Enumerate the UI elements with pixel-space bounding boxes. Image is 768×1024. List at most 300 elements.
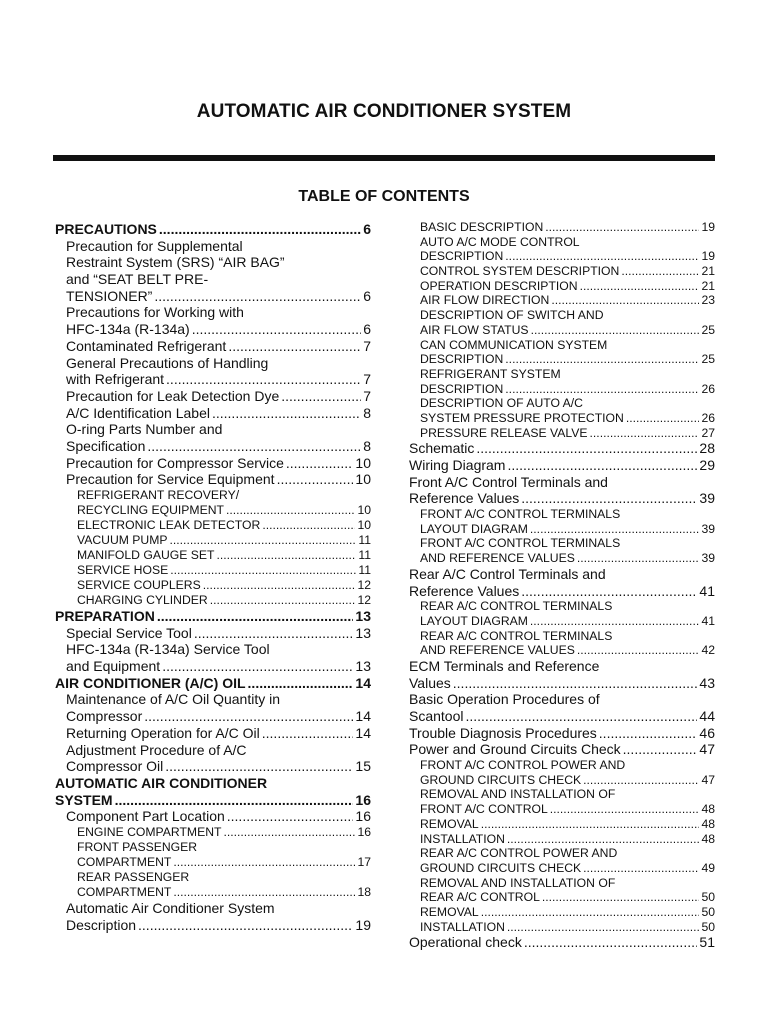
toc-entry-text: REAR A/C CONTROL TERMINALS (420, 599, 613, 614)
toc-entry-text: CHARGING CYLINDER (77, 593, 208, 607)
toc-entry-text: CONTROL SYSTEM DESCRIPTION (420, 264, 620, 279)
toc-page-number: 39 (701, 551, 715, 566)
toc-dot-leader (115, 792, 354, 809)
toc-entry (409, 308, 715, 323)
toc-entry-text: DESCRIPTION OF AUTO A/C (420, 396, 583, 411)
toc-page-number: 51 (699, 934, 715, 951)
toc-entry-text: Precaution for Leak Detection Dye (66, 387, 280, 404)
toc-dot-leader (476, 440, 697, 457)
toc-page-number: 48 (701, 816, 715, 831)
toc-page-number: 13 (355, 624, 371, 641)
toc-entry[interactable] (55, 405, 371, 422)
toc-entry-text: BASIC DESCRIPTION (420, 220, 544, 234)
toc-page-number: 23 (701, 293, 715, 308)
toc-page-number: 10 (355, 454, 371, 471)
toc-entry[interactable] (55, 288, 371, 305)
toc-dot-leader (223, 825, 355, 840)
toc-page-number: 47 (699, 741, 715, 758)
toc-entry[interactable] (409, 890, 715, 905)
toc-dot-leader (577, 551, 700, 566)
toc-entry[interactable] (55, 221, 371, 238)
toc-entry-text: REFRIGERANT SYSTEM (420, 366, 561, 381)
toc-dot-leader (531, 323, 700, 338)
toc-entry (409, 787, 715, 802)
toc-entry[interactable] (409, 832, 715, 847)
toc-entry (55, 641, 371, 658)
toc-entry-text: with Refrigerant (66, 371, 165, 388)
toc-page-number: 21 (701, 264, 715, 279)
toc-entry[interactable] (55, 471, 371, 488)
document-title: AUTOMATIC AIR CONDITIONER SYSTEM (196, 101, 572, 122)
toc-entry[interactable] (55, 438, 371, 455)
toc-entry[interactable] (55, 608, 371, 625)
toc-entry[interactable] (409, 817, 715, 832)
toc-dot-leader (507, 920, 700, 935)
toc-entry-text: AIR CONDITIONER (A/C) OIL (55, 674, 246, 691)
toc-entry-text: AUTO A/C MODE CONTROL (420, 234, 580, 249)
toc-entry[interactable] (409, 741, 715, 758)
toc-entry[interactable] (55, 855, 371, 870)
toc-entry[interactable] (55, 792, 371, 809)
toc-dot-leader (530, 522, 700, 537)
toc-page-number: 11 (358, 548, 371, 562)
toc-entry[interactable] (409, 220, 715, 235)
toc-entry[interactable] (55, 563, 371, 578)
toc-page-number: 48 (701, 831, 715, 846)
toc-entry[interactable] (55, 533, 371, 548)
toc-page-number: 10 (355, 471, 371, 488)
toc-page-number: 11 (358, 533, 371, 547)
toc-dot-leader (545, 220, 699, 235)
toc-entry-text: FRONT PASSENGER (77, 839, 198, 854)
toc-entry-text: Automatic Air Conditioner System (66, 899, 275, 916)
toc-entry-text: REAR A/C CONTROL TERMINALS (420, 628, 613, 643)
toc-entry-text: PRECAUTIONS (55, 221, 157, 237)
toc-entry[interactable] (409, 249, 715, 264)
toc-entry (409, 396, 715, 411)
toc-page-number: 47 (701, 772, 715, 787)
toc-page-number: 16 (355, 791, 371, 808)
toc-entry[interactable] (409, 352, 715, 367)
toc-entry-text: HFC-134a (R-134a) Service Tool (66, 641, 270, 658)
toc-dot-leader (138, 917, 353, 934)
toc-entry[interactable] (409, 279, 715, 294)
toc-entry-text: Adjustment Procedure of A/C (66, 741, 247, 758)
toc-entry (409, 658, 715, 675)
toc-dot-leader (505, 249, 699, 264)
toc-page-number: 39 (701, 521, 715, 536)
toc-dot-leader (228, 338, 361, 355)
toc-entry (409, 599, 715, 614)
toc-entry[interactable] (409, 323, 715, 338)
toc-dot-leader (157, 608, 354, 625)
toc-entry-text: REAR A/C CONTROL (420, 890, 540, 905)
toc-entry-text: LAYOUT DIAGRAM (420, 521, 528, 536)
toc-entry[interactable] (409, 382, 715, 397)
toc-dot-leader (192, 321, 361, 338)
toc-dot-leader (583, 773, 699, 788)
toc-heading: TABLE OF CONTENTS (298, 188, 470, 205)
toc-dot-leader (262, 518, 355, 533)
toc-entry-text: AIR FLOW DIRECTION (420, 293, 550, 308)
toc-entry-text: Precaution for Service Equipment (66, 471, 275, 488)
toc-entry[interactable] (409, 426, 715, 441)
toc-dot-leader (507, 832, 700, 847)
toc-dot-leader (277, 471, 354, 488)
toc-entry-text: FRONT A/C CONTROL (420, 802, 548, 817)
toc-entry-text: Component Part Location (66, 808, 225, 825)
toc-dot-leader (210, 593, 356, 608)
toc-entry[interactable] (55, 675, 371, 692)
toc-entry-text: REMOVAL (420, 816, 479, 831)
toc-entry-text: Reference Values (409, 582, 520, 599)
toc-entry-text: RECYCLING EQUIPMENT (77, 503, 224, 517)
toc-entry (55, 271, 371, 288)
toc-page-number: 26 (701, 381, 715, 396)
toc-page-number: 21 (701, 278, 715, 293)
toc-page-number: 13 (355, 608, 371, 624)
toc-page-number: 27 (701, 425, 715, 440)
toc-page-number: 16 (357, 824, 371, 839)
toc-dot-leader (147, 438, 361, 455)
toc-dot-leader (166, 371, 361, 388)
toc-page-number: 14 (355, 724, 371, 741)
toc-entry[interactable] (409, 490, 715, 507)
toc-entry-text: Specification (66, 437, 146, 454)
toc-entry-text: INSTALLATION (420, 831, 505, 846)
toc-entry[interactable] (55, 455, 371, 472)
toc-entry-text: Restraint System (SRS) “AIR BAG” (66, 254, 285, 271)
toc-entry-text: SERVICE COUPLERS (77, 578, 201, 592)
toc-entry-text: Rear A/C Control Terminals and (409, 565, 606, 582)
toc-page-number: 14 (355, 674, 371, 691)
toc-entry-text: Precaution for Supplemental (66, 237, 243, 254)
toc-entry[interactable] (55, 625, 371, 642)
toc-entry (55, 742, 371, 759)
toc-dot-leader (465, 708, 697, 725)
toc-entry[interactable] (55, 503, 371, 518)
toc-entry (55, 488, 371, 503)
toc-page-number: 10 (357, 518, 371, 532)
toc-entry-text: Trouble Diagnosis Procedures (409, 724, 597, 741)
toc-page-number: 11 (358, 563, 371, 577)
toc-entry-text: FRONT A/C CONTROL TERMINALS (420, 507, 621, 522)
toc-dot-leader (550, 802, 700, 817)
toc-page-number: 6 (363, 287, 371, 304)
toc-entry-text: Precaution for Compressor Service (66, 454, 284, 471)
toc-entry (409, 338, 715, 353)
toc-entry-text: General Precautions of Handling (66, 354, 269, 371)
toc-dot-leader (286, 455, 354, 472)
toc-page-number: 41 (701, 613, 715, 628)
toc-entry[interactable] (55, 825, 371, 840)
toc-entry (409, 235, 715, 250)
toc-entry-text: Wiring Diagram (409, 457, 506, 473)
toc-dot-leader (542, 890, 700, 905)
toc-entry-text: DESCRIPTION (420, 352, 504, 367)
toc-entry-text: CAN COMMUNICATION SYSTEM (420, 337, 608, 352)
toc-page-number: 19 (355, 916, 371, 933)
toc-entry-text: GROUND CIRCUITS CHECK (420, 772, 582, 787)
toc-dot-leader (173, 885, 355, 900)
toc-entry-text: Special Service Tool (66, 624, 192, 641)
toc-dot-leader (154, 288, 361, 305)
toc-entry[interactable] (409, 920, 715, 935)
toc-dot-leader (626, 411, 700, 426)
toc-dot-leader (521, 583, 697, 600)
toc-dot-leader (248, 675, 354, 692)
toc-entry-text: and “SEAT BELT PRE- (66, 271, 209, 288)
toc-entry[interactable] (55, 917, 371, 934)
toc-dot-leader (212, 405, 361, 422)
toc-entry-text: VACUUM PUMP (77, 533, 168, 547)
toc-page-number: 14 (355, 708, 371, 725)
toc-dot-leader (599, 725, 698, 742)
toc-dot-leader (481, 905, 700, 920)
toc-page-number: 16 (355, 808, 371, 825)
toc-page-number: 25 (701, 352, 715, 367)
toc-entry[interactable] (409, 675, 715, 692)
toc-entry[interactable] (409, 725, 715, 742)
toc-entry[interactable] (55, 708, 371, 725)
toc-page-number: 6 (363, 321, 371, 338)
toc-entry-text: Power and Ground Circuits Check (409, 741, 621, 758)
toc-entry[interactable] (409, 934, 715, 951)
toc-dot-leader (577, 643, 700, 658)
toc-page-number: 8 (363, 437, 371, 454)
toc-entry (55, 421, 371, 438)
toc-page-number: 43 (699, 674, 715, 691)
toc-column-left (55, 221, 371, 933)
toc-page-number: 50 (701, 904, 715, 919)
toc-entry (55, 238, 371, 255)
toc-entry-text: OPERATION DESCRIPTION (420, 278, 578, 293)
toc-entry-text: A/C Identification Label (66, 404, 210, 421)
toc-page-number: 29 (699, 457, 715, 473)
toc-dot-leader (524, 934, 698, 951)
toc-dot-leader (144, 708, 353, 725)
toc-dot-leader (170, 533, 357, 548)
toc-page-number: 19 (701, 249, 715, 264)
toc-entry-text: SYSTEM PRESSURE PROTECTION (420, 410, 624, 425)
toc-entry[interactable] (55, 388, 371, 405)
toc-page-number: 19 (701, 220, 715, 234)
toc-entry[interactable] (55, 885, 371, 900)
toc-entry-text: GROUND CIRCUITS CHECK (420, 860, 582, 875)
toc-entry (409, 876, 715, 891)
toc-entry[interactable] (55, 725, 371, 742)
toc-entry[interactable] (409, 551, 715, 566)
toc-dot-leader (507, 457, 697, 474)
toc-page-number: 28 (699, 440, 715, 457)
toc-entry (409, 507, 715, 522)
toc-entry[interactable] (55, 758, 371, 775)
toc-entry (55, 355, 371, 372)
toc-entry-text: O-ring Parts Number and (66, 421, 223, 438)
toc-entry (55, 691, 371, 708)
toc-entry-text: REAR A/C CONTROL POWER AND (420, 846, 618, 861)
toc-entry[interactable] (55, 338, 371, 355)
toc-entry-text: DESCRIPTION (420, 249, 504, 264)
toc-entry[interactable] (409, 457, 715, 474)
toc-entry (55, 870, 371, 885)
toc-entry[interactable] (409, 264, 715, 279)
toc-entry[interactable] (409, 643, 715, 658)
toc-entry-text: Values (409, 674, 451, 691)
toc-dot-leader (580, 279, 700, 294)
toc-page-number: 12 (357, 593, 371, 607)
toc-page-number: 13 (355, 658, 371, 675)
toc-entry-text: ELECTRONIC LEAK DETECTOR (77, 518, 261, 532)
toc-entry-text: AND REFERENCE VALUES (420, 643, 575, 658)
toc-entry (409, 536, 715, 551)
toc-entry (409, 629, 715, 644)
toc-entry[interactable] (55, 578, 371, 593)
toc-dot-leader (521, 490, 697, 507)
toc-entry-text: Maintenance of A/C Oil Quantity in (66, 691, 280, 708)
toc-entry-text: REFRIGERANT RECOVERY/ (77, 488, 240, 502)
toc-page-number: 15 (355, 758, 371, 775)
toc-entry[interactable] (55, 548, 371, 563)
toc-entry (409, 691, 715, 708)
toc-dot-leader (194, 625, 354, 642)
toc-entry-text: Schematic (409, 440, 475, 457)
toc-page-number: 7 (363, 337, 371, 354)
toc-dot-leader (453, 675, 698, 692)
toc-entry[interactable] (55, 321, 371, 338)
toc-entry-text: Precautions for Working with (66, 304, 244, 321)
toc-page-number: 48 (701, 802, 715, 817)
toc-dot-leader (227, 808, 354, 825)
toc-dot-leader (505, 352, 699, 367)
toc-entry[interactable] (409, 802, 715, 817)
toc-entry (55, 775, 371, 792)
toc-entry-text: REMOVAL AND INSTALLATION OF (420, 875, 616, 890)
toc-entry-text: and Equipment (66, 658, 161, 675)
toc-entry[interactable] (55, 808, 371, 825)
toc-entry[interactable] (409, 522, 715, 537)
toc-dot-leader (216, 548, 356, 563)
toc-entry-text: Basic Operation Procedures of (409, 691, 600, 708)
toc-dot-leader (583, 861, 699, 876)
toc-dot-leader (551, 293, 699, 308)
toc-column-right (409, 220, 715, 951)
toc-entry (409, 758, 715, 773)
toc-page-number: 17 (357, 854, 371, 869)
toc-dot-leader (623, 741, 698, 758)
toc-entry-text: COMPARTMENT (77, 884, 172, 899)
toc-entry-text: SYSTEM (55, 791, 113, 808)
toc-entry-text: Compressor Oil (66, 758, 164, 775)
toc-page-number: 42 (701, 643, 715, 658)
toc-page-number: 41 (699, 582, 715, 599)
toc-page-number: 8 (363, 404, 371, 421)
toc-entry[interactable] (409, 411, 715, 426)
toc-entry-text: REMOVAL AND INSTALLATION OF (420, 787, 616, 802)
toc-entry (409, 846, 715, 861)
toc-entry-text: Contaminated Refrigerant (66, 337, 227, 354)
toc-entry[interactable] (55, 371, 371, 388)
toc-entry (55, 900, 371, 917)
toc-dot-leader (173, 855, 355, 870)
toc-entry[interactable] (55, 593, 371, 608)
toc-entry-text: AIR FLOW STATUS (420, 322, 529, 337)
toc-entry-text: HFC-134a (R-134a) (66, 321, 190, 338)
toc-entry[interactable] (409, 614, 715, 629)
toc-entry[interactable] (409, 708, 715, 725)
toc-page-number: 26 (701, 410, 715, 425)
toc-page-number: 39 (699, 490, 715, 507)
toc-entry (409, 566, 715, 583)
toc-page-number: 50 (701, 890, 715, 905)
toc-entry[interactable] (409, 773, 715, 788)
toc-entry (409, 367, 715, 382)
toc-entry-text: FRONT A/C CONTROL POWER AND (420, 758, 626, 773)
toc-dot-leader (159, 221, 361, 238)
toc-entry-text: ENGINE COMPARTMENT (77, 824, 222, 839)
title-divider-rule (53, 155, 715, 161)
toc-entry-text: AUTOMATIC AIR CONDITIONER (55, 774, 268, 791)
toc-page-number: 46 (699, 724, 715, 741)
toc-page-number: 44 (699, 708, 715, 724)
toc-entry-text: REMOVAL (420, 904, 479, 919)
toc-entry-text: MANIFOLD GAUGE SET (77, 548, 215, 562)
toc-dot-leader (170, 563, 356, 578)
toc-entry[interactable] (55, 518, 371, 533)
toc-page-number: 50 (701, 919, 715, 934)
toc-page-number: 10 (357, 503, 371, 517)
toc-entry-text: ECM Terminals and Reference (409, 657, 600, 674)
toc-entry[interactable] (55, 658, 371, 675)
toc-entry-text: LAYOUT DIAGRAM (420, 613, 528, 628)
toc-dot-leader (505, 382, 699, 397)
toc-entry[interactable] (409, 905, 715, 920)
toc-entry-text: PREPARATION (55, 608, 155, 624)
toc-entry-text: INSTALLATION (420, 919, 505, 934)
toc-entry-text: COMPARTMENT (77, 854, 172, 869)
toc-dot-leader (162, 658, 353, 675)
toc-entry-text: REAR PASSENGER (77, 869, 190, 884)
toc-page-number: 12 (357, 578, 371, 592)
toc-entry-text: Front A/C Control Terminals and (409, 473, 608, 490)
toc-entry[interactable] (409, 440, 715, 457)
toc-entry (409, 474, 715, 491)
toc-entry-text: Reference Values (409, 490, 520, 507)
toc-dot-leader (262, 725, 354, 742)
toc-dot-leader (226, 503, 355, 518)
toc-entry-text: FRONT A/C CONTROL TERMINALS (420, 536, 621, 551)
toc-entry-text: Compressor (66, 708, 143, 725)
toc-entry[interactable] (409, 861, 715, 876)
toc-page-number: 7 (363, 387, 371, 404)
toc-dot-leader (621, 264, 699, 279)
toc-dot-leader (203, 578, 356, 593)
toc-entry-text: AND REFERENCE VALUES (420, 551, 575, 566)
toc-page-number: 6 (363, 221, 371, 237)
toc-page-number: 49 (701, 860, 715, 875)
toc-entry-text: SERVICE HOSE (77, 563, 169, 577)
toc-dot-leader (281, 388, 361, 405)
toc-page-number: 18 (357, 884, 371, 899)
toc-entry[interactable] (409, 583, 715, 600)
toc-dot-leader (530, 614, 700, 629)
toc-entry-text: PRESSURE RELEASE VALVE (420, 425, 588, 440)
toc-page-number: 25 (701, 322, 715, 337)
toc-entry-text: DESCRIPTION OF SWITCH AND (420, 308, 604, 323)
toc-entry[interactable] (409, 293, 715, 308)
toc-entry-text: Operational check (409, 934, 522, 951)
toc-dot-leader (590, 426, 700, 441)
